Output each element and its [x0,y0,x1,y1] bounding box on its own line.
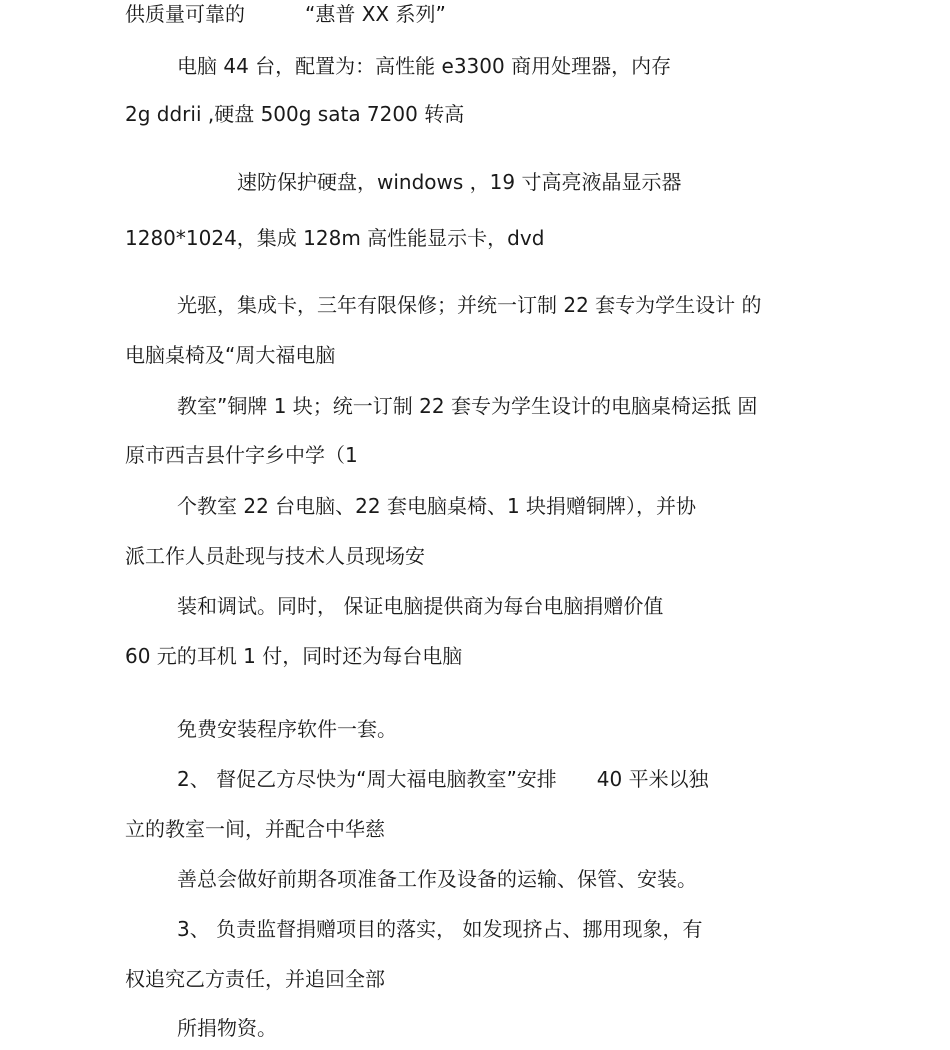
text-line: 2g ddrii ,硬盘 500g sata 7200 转高 [125,102,465,126]
text-line: 1280*1024，集成 128m 高性能显示卡，dvd [125,226,545,250]
text-line: 60 元的耳机 1 付，同时还为每台电脑 [125,644,463,668]
text-line: 所捐物资。 [177,1016,277,1040]
text-line: 2、 督促乙方尽快为“周大福电脑教室”安排 40 平米以独 [177,767,709,791]
text-line: 免费安装程序软件一套。 [177,717,397,741]
text-line: 立的教室一间，并配合中华慈 [125,817,385,841]
text-line: 电脑 44 台，配置为：高性能 e3300 商用处理器，内存 [177,54,672,78]
text-line: 善总会做好前期各项准备工作及设备的运输、保管、安装。 [177,867,697,891]
text-line: 光驱，集成卡，三年有限保修；并统一订制 22 套专为学生设计 的 [177,293,762,317]
text-line: 装和调试。同时， 保证电脑提供商为每台电脑捐赠价值 [177,594,664,618]
text-line: 派工作人员赴现与技术人员现场安 [125,544,425,568]
text-line: 个教室 22 台电脑、22 套电脑桌椅、1 块捐赠铜牌），并协 [177,494,697,518]
text-line: 速防保护硬盘，windows ，19 寸高亮液晶显示器 [237,170,682,194]
text-line: 3、 负责监督捐赠项目的落实， 如发现挤占、挪用现象，有 [177,917,703,941]
text-line: 供质量可靠的 “惠普 XX 系列” [125,2,446,26]
text-line: 原市西吉县什字乡中学（1 [125,443,358,467]
text-line: 教室”铜牌 1 块；统一订制 22 套专为学生设计的电脑桌椅运抵 固 [177,394,758,418]
text-line: 电脑桌椅及“周大福电脑 [125,343,336,367]
text-line: 权追究乙方责任，并追回全部 [125,967,385,991]
